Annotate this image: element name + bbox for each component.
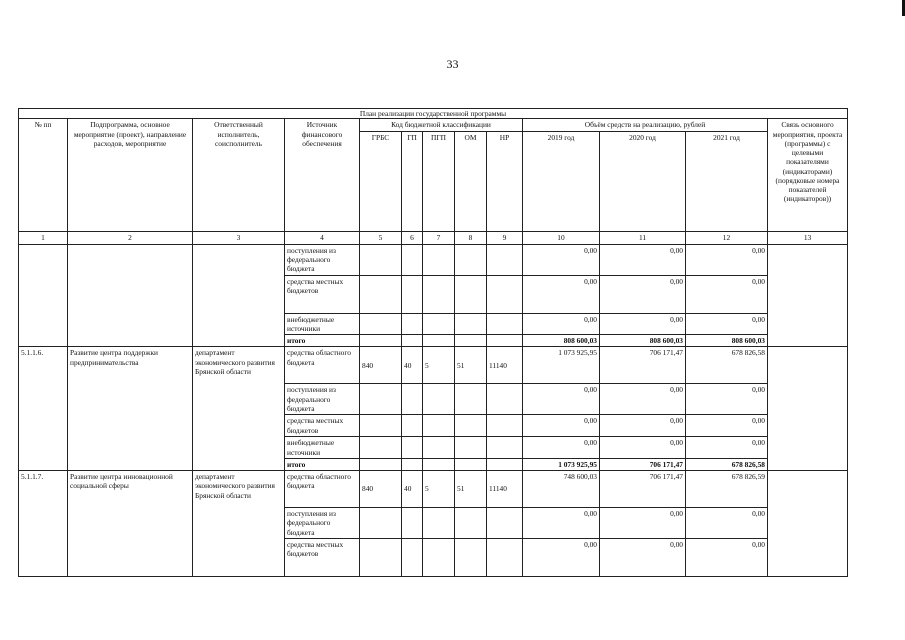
cell-2021: 808 600,03 bbox=[686, 335, 768, 347]
cell-source: поступления из федерального бюджета bbox=[285, 244, 360, 275]
cell-2019: 748 600,03 bbox=[523, 471, 600, 508]
cell-2020: 706 171,47 bbox=[600, 347, 686, 384]
cell-program: Развитие центра поддержки предпринимательства bbox=[68, 347, 193, 471]
cell-pgp: 5 bbox=[423, 347, 455, 384]
header-source: Источник финансового обеспечения bbox=[285, 119, 360, 231]
column-index-cell: 7 bbox=[423, 231, 455, 244]
header-volume: Объём средств на реализацию, рублей bbox=[523, 119, 768, 131]
cell-pgp: 5 bbox=[423, 471, 455, 508]
cell-np: 11140 bbox=[487, 471, 523, 508]
cell-gp: 40 bbox=[402, 471, 423, 508]
cell-2021: 678 826,58 bbox=[686, 458, 768, 470]
header-2019: 2019 год bbox=[523, 131, 600, 231]
column-index-cell: 11 bbox=[600, 231, 686, 244]
cell-2020: 0,00 bbox=[600, 244, 686, 275]
cell-source: итого bbox=[285, 458, 360, 470]
cell-source: средства местных бюджетов bbox=[285, 539, 360, 577]
cell-2021: 678 826,59 bbox=[686, 471, 768, 508]
header-budget-code: Код бюджетной классификации bbox=[360, 119, 523, 131]
cell-2020: 0,00 bbox=[600, 437, 686, 459]
cell-2019: 0,00 bbox=[523, 384, 600, 415]
cell-gp bbox=[402, 244, 423, 275]
table-row bbox=[19, 347, 848, 384]
table-title: План реализации государственной программы bbox=[19, 109, 848, 119]
cell-np bbox=[487, 313, 523, 335]
cell-grbs: 840 bbox=[360, 347, 402, 384]
cell-source: внебюджетные источники bbox=[285, 437, 360, 459]
header-gp: ГП bbox=[402, 131, 423, 231]
cell-2021: 0,00 bbox=[686, 275, 768, 313]
cell-pgp bbox=[423, 335, 455, 347]
header-link: Связь основного мероприятия, проекта (программы) с целевыми показателями (индикаторами) (порядковые номера показателей (индикаторов)) bbox=[768, 119, 848, 231]
cell-gp bbox=[402, 458, 423, 470]
cell-np: 11140 bbox=[487, 347, 523, 384]
cell-gp: 40 bbox=[402, 347, 423, 384]
cell-source: поступления из федерального бюджета bbox=[285, 508, 360, 539]
header-row-1 bbox=[19, 119, 848, 131]
column-index-cell: 12 bbox=[686, 231, 768, 244]
cell-om bbox=[455, 275, 487, 313]
cell-2021: 0,00 bbox=[686, 539, 768, 577]
cell-num: 5.1.1.6. bbox=[19, 347, 68, 471]
table-row bbox=[19, 471, 848, 508]
cell-executor bbox=[193, 244, 285, 347]
program-plan-table bbox=[18, 108, 848, 577]
cell-gp bbox=[402, 384, 423, 415]
cell-om bbox=[455, 313, 487, 335]
header-np: НР bbox=[487, 131, 523, 231]
table-title-row bbox=[19, 109, 848, 119]
cell-2021: 0,00 bbox=[686, 244, 768, 275]
cell-2020: 0,00 bbox=[600, 384, 686, 415]
cell-gp bbox=[402, 508, 423, 539]
cell-grbs bbox=[360, 313, 402, 335]
cell-gp bbox=[402, 313, 423, 335]
cell-np bbox=[487, 508, 523, 539]
cell-gp bbox=[402, 539, 423, 577]
cell-np bbox=[487, 437, 523, 459]
table-row bbox=[19, 244, 848, 275]
cell-om: 51 bbox=[455, 347, 487, 384]
column-index-cell: 13 bbox=[768, 231, 848, 244]
cell-grbs bbox=[360, 335, 402, 347]
cell-om bbox=[455, 335, 487, 347]
cell-np bbox=[487, 539, 523, 577]
header-executor: Ответственный исполнитель, соисполнитель bbox=[193, 119, 285, 231]
cell-2020: 0,00 bbox=[600, 275, 686, 313]
cell-pgp bbox=[423, 458, 455, 470]
cell-pgp bbox=[423, 508, 455, 539]
cell-np bbox=[487, 335, 523, 347]
cell-np bbox=[487, 415, 523, 437]
cell-num bbox=[19, 244, 68, 347]
cell-2020: 0,00 bbox=[600, 508, 686, 539]
cell-grbs bbox=[360, 539, 402, 577]
cell-2019: 0,00 bbox=[523, 244, 600, 275]
cell-2020: 0,00 bbox=[600, 539, 686, 577]
cell-source: средства областного бюджета bbox=[285, 347, 360, 384]
cell-om bbox=[455, 384, 487, 415]
header-pgp: ПГП bbox=[423, 131, 455, 231]
column-index-cell: 5 bbox=[360, 231, 402, 244]
cell-om: 51 bbox=[455, 471, 487, 508]
cell-om bbox=[455, 508, 487, 539]
cell-grbs bbox=[360, 437, 402, 459]
cell-pgp bbox=[423, 313, 455, 335]
header-num: № пп bbox=[19, 119, 68, 231]
column-index-cell: 4 bbox=[285, 231, 360, 244]
column-index-cell: 3 bbox=[193, 231, 285, 244]
cell-num: 5.1.1.7. bbox=[19, 471, 68, 577]
column-index-cell: 2 bbox=[68, 231, 193, 244]
cell-source: средства местных бюджетов bbox=[285, 415, 360, 437]
cell-2021: 678 826,58 bbox=[686, 347, 768, 384]
cell-executor: департамент экономического развития Брянской области bbox=[193, 347, 285, 471]
cell-program bbox=[68, 244, 193, 347]
cell-2020: 0,00 bbox=[600, 313, 686, 335]
cell-program: Развитие центра инновационной социальной сферы bbox=[68, 471, 193, 577]
column-index-cell: 8 bbox=[455, 231, 487, 244]
cell-grbs bbox=[360, 244, 402, 275]
cell-pgp bbox=[423, 415, 455, 437]
cell-2019: 0,00 bbox=[523, 508, 600, 539]
cell-grbs bbox=[360, 458, 402, 470]
cell-pgp bbox=[423, 275, 455, 313]
cell-np bbox=[487, 244, 523, 275]
cell-2020: 808 600,03 bbox=[600, 335, 686, 347]
cell-2019: 1 073 925,95 bbox=[523, 347, 600, 384]
cell-gp bbox=[402, 275, 423, 313]
column-index-cell: 9 bbox=[487, 231, 523, 244]
cell-2019: 0,00 bbox=[523, 313, 600, 335]
cell-2020: 0,00 bbox=[600, 415, 686, 437]
cell-om bbox=[455, 539, 487, 577]
header-2021: 2021 год bbox=[686, 131, 768, 231]
cell-2019: 0,00 bbox=[523, 275, 600, 313]
header-program: Подпрограмма, основное мероприятие (проект), направление расходов, мероприятие bbox=[68, 119, 193, 231]
cell-2019: 808 600,03 bbox=[523, 335, 600, 347]
cell-2021: 0,00 bbox=[686, 437, 768, 459]
cell-executor: департамент экономического развития Брянской области bbox=[193, 471, 285, 577]
cell-pgp bbox=[423, 437, 455, 459]
column-index-cell: 6 bbox=[402, 231, 423, 244]
column-index-cell: 1 bbox=[19, 231, 68, 244]
cell-grbs bbox=[360, 384, 402, 415]
cell-2019: 0,00 bbox=[523, 437, 600, 459]
column-index-cell: 10 bbox=[523, 231, 600, 244]
cell-2020: 706 171,47 bbox=[600, 471, 686, 508]
cell-np bbox=[487, 458, 523, 470]
header-2020: 2020 год bbox=[600, 131, 686, 231]
cell-pgp bbox=[423, 539, 455, 577]
cell-om bbox=[455, 244, 487, 275]
cell-om bbox=[455, 458, 487, 470]
cell-source: средства областного бюджета bbox=[285, 471, 360, 508]
cell-np bbox=[487, 275, 523, 313]
cell-om bbox=[455, 415, 487, 437]
cell-source: средства местных бюджетов bbox=[285, 275, 360, 313]
cell-gp bbox=[402, 335, 423, 347]
cell-pgp bbox=[423, 244, 455, 275]
cell-2021: 0,00 bbox=[686, 384, 768, 415]
cell-link bbox=[768, 471, 848, 577]
cell-2021: 0,00 bbox=[686, 508, 768, 539]
cell-source: поступления из федерального бюджета bbox=[285, 384, 360, 415]
column-index-row bbox=[19, 231, 848, 244]
header-om: ОМ bbox=[455, 131, 487, 231]
cell-source: итого bbox=[285, 335, 360, 347]
cell-gp bbox=[402, 437, 423, 459]
cell-gp bbox=[402, 415, 423, 437]
cell-np bbox=[487, 384, 523, 415]
cell-2019: 1 073 925,95 bbox=[523, 458, 600, 470]
cell-grbs bbox=[360, 275, 402, 313]
cell-grbs bbox=[360, 415, 402, 437]
cell-link bbox=[768, 347, 848, 471]
cell-2019: 0,00 bbox=[523, 415, 600, 437]
cell-source: внебюджетные источники bbox=[285, 313, 360, 335]
cell-om bbox=[455, 437, 487, 459]
header-grbs: ГРБС bbox=[360, 131, 402, 231]
cell-2021: 0,00 bbox=[686, 313, 768, 335]
cell-2021: 0,00 bbox=[686, 415, 768, 437]
cell-grbs bbox=[360, 508, 402, 539]
cell-link bbox=[768, 244, 848, 347]
cell-pgp bbox=[423, 384, 455, 415]
page-number: 33 bbox=[446, 57, 459, 71]
cell-2020: 706 171,47 bbox=[600, 458, 686, 470]
cell-grbs: 840 bbox=[360, 471, 402, 508]
cell-2019: 0,00 bbox=[523, 539, 600, 577]
